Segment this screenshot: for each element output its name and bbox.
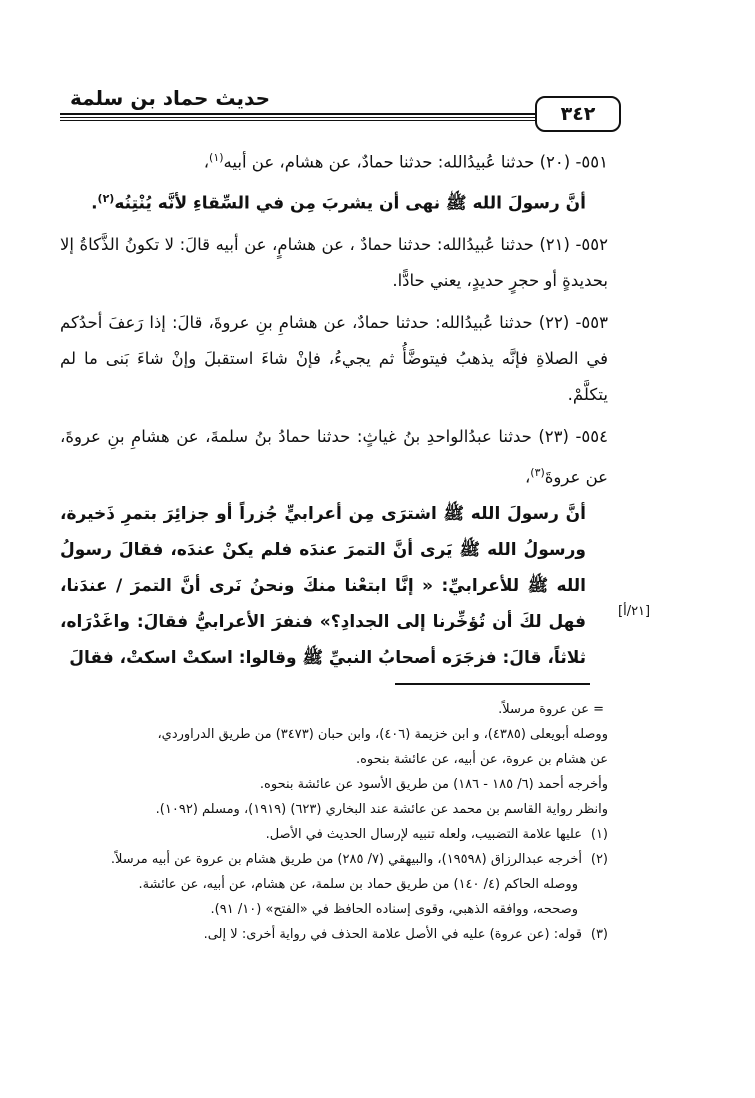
manuscript-folio-ref: [٢١/أ] [618, 604, 651, 619]
hadith-553 [60, 305, 608, 413]
footnote-3: (٣)قوله: (عن عروة) عليه في الأصل علامة الحذف في رواية أخرى: لا إلى. [60, 922, 608, 947]
footnote-carry-line: عن هشام بن عروة، عن أبيه، عن عائشة بنحوه. [355, 752, 608, 767]
header-rule-thin [60, 117, 600, 118]
footnote-2: (٢)أخرجه عبدالرزاق (١٩٥٩٨)، والبيهقي (٧/ ٢٨٥) من طريق هشام بن عروة عن أبيه مرسلاً. [60, 847, 608, 872]
page-number-text: ٣٤٢ [560, 103, 596, 125]
footnotes [60, 697, 608, 947]
hadith-matn: أنَّ رسولَ الله ﷺ اشترَى مِن أعرابيٍّ جُزراً أو جزائِرَ بتمرِ ذَخيرة، ورسولُ الله ﷺ يَرى أنَّ التمرَ عندَه فلم يكنْ عندَه، فقالَ رسولُ الله ﷺ للأعرابيِّ: « إنَّا ابتعْنا منكَ ونحنُ نَرى أنَّ التمرَ / عندَنا، فهل لكَ أن تُؤخِّرنا إلى الجدادِ؟» فنفرَ الأعرابيُّ فقالَ: واغَدْرَاه، ثلاثاً، قالَ: فزجَرَه أصحابُ النبيِّ ﷺ وقالوا: اسكتْ اسكتْ، فقالَ [60, 503, 586, 668]
hadith-isnad: ٥٥٤- (٢٣) حدثنا عبدُالواحدِ بنُ غياثٍ: حدثنا حمادُ بنُ سلمةَ، عن هشامِ بنِ عروةَ، عن عروةَ$^{(٣)}$، [60, 427, 608, 487]
hadith-552 [60, 227, 608, 299]
running-title: حديث حماد بن سلمة [69, 86, 270, 110]
footnote-number: (٣) [590, 927, 608, 942]
hadith-matn: أنَّ رسولَ الله ﷺ نهى أن يشربَ مِن في السِّقاءِ لأنَّه يُنْتِنُه$^{(٢)}$. [91, 191, 586, 214]
main-text [60, 140, 608, 682]
footnote-number: (١) [590, 827, 608, 842]
footnote-number: (٢) [590, 852, 608, 867]
footnote-ref: (٣) [530, 466, 545, 480]
footnote-1: (١)عليها علامة التضبيب، ولعله تنبيه لإرسال الحديث في الأصل. [60, 822, 608, 847]
footnote-separator [395, 683, 590, 685]
footnote-carry-line: وأخرجه أحمد (٦/ ١٨٥ - ١٨٦) من طريق الأسود عن عائشة بنحوه. [259, 777, 608, 792]
hadith-text: ٥٥٢- (٢١) حدثنا عُبيدُالله: حدثنا حمادٌ ، عن هشامٍ، عن أبيه قالَ: لا تكونُ الذَّكاةُ إلا بحديدةٍ أو حجرٍ حديدٍ، يعني حادًّا. [60, 235, 608, 291]
page-number [535, 96, 621, 132]
hadith-551 [60, 140, 608, 221]
header-rule-thin-2 [60, 120, 600, 121]
hadith-isnad: ٥٥١- (٢٠) حدثنا عُبيدُالله: حدثنا حمادٌ، عن هشام، عن أبيه$^{(١)}$، [203, 151, 608, 172]
hadith-text: ٥٥٣- (٢٢) حدثنا عُبيدُالله: حدثنا حمادٌ، عن هشامِ بنِ عروةَ، قالَ: إذا رَعفَ أحدُكم في الصلاةِ فإنَّه يذهبُ فيتوضَّأُ ثم يجيءُ، فإنْ شاءَ استقبلَ وإنْ شاءَ بَنى ما لم يتكلَّمْ. [60, 313, 608, 405]
footnote-carry-line: = عن عروة مرسلاً. [498, 702, 604, 717]
footnote-2-cont: وصححه، ووافقه الذهبي، وقوى إسناده الحافظ في «الفتح» (١٠/ ٩١). [210, 902, 578, 917]
hadith-554 [60, 419, 608, 676]
footnote-ref: (١) [209, 151, 224, 164]
footnote-carry-line: وانظر رواية القاسم بن محمد عن عائشة عند البخاري (٦٢٣) (١٩١٩)، ومسلم (١٠٩٢). [155, 802, 608, 817]
footnote-carry-line: ووصله أبويعلى (٤٣٨٥)، و ابن خزيمة (٤٠٦)، وابن حبان (٣٤٧٣) من طريق الدراوردي، [157, 727, 608, 742]
footnote-ref: (٢) [97, 191, 115, 205]
footnote-2-cont: ووصله الحاكم (٤/ ١٤٠) من طريق حماد بن سلمة، عن هشام، عن أبيه، عن عائشة. [138, 877, 578, 892]
header-rule [60, 113, 600, 115]
